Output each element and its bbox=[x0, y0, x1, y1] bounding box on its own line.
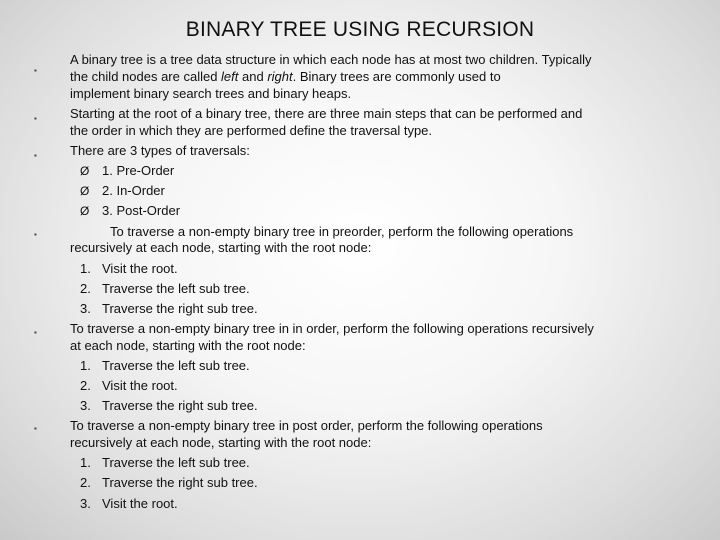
preorder-step bbox=[80, 301, 258, 317]
traversal-item bbox=[80, 203, 180, 219]
bullet-icon: ▪ bbox=[34, 230, 37, 239]
step-number: 1. bbox=[80, 358, 91, 373]
para1-text: and bbox=[238, 69, 268, 84]
inorder-step bbox=[80, 398, 258, 414]
para1-text: . Binary trees are commonly used to bbox=[292, 69, 501, 84]
para1-line3: implement binary search trees and binary heaps. bbox=[70, 86, 352, 101]
arrow-icon: Ø bbox=[80, 164, 90, 178]
step-text: Traverse the left sub tree. bbox=[102, 358, 250, 373]
step-text: Traverse the right sub tree. bbox=[102, 398, 258, 413]
step-number: 3. bbox=[80, 398, 91, 413]
inorder-step bbox=[80, 378, 178, 394]
bullet-icon: ▪ bbox=[34, 424, 37, 433]
para1-text: the child nodes are called bbox=[70, 69, 222, 84]
traversal-item bbox=[80, 163, 174, 179]
para1-right-term: right bbox=[267, 69, 293, 84]
para1-line1: A binary tree is a tree data structure in which each node has at most two children. Typically bbox=[70, 52, 592, 67]
para5-line2: at each node, starting with the root node: bbox=[70, 338, 306, 353]
inorder-step bbox=[80, 358, 250, 374]
para1-line2 bbox=[70, 69, 501, 85]
postorder-step bbox=[80, 455, 250, 471]
arrow-icon: Ø bbox=[80, 204, 90, 218]
bullet-icon: ▪ bbox=[34, 151, 37, 160]
traversal-item-label: 3. Post-Order bbox=[102, 203, 181, 218]
step-number: 2. bbox=[80, 378, 91, 393]
para6-line2: recursively at each node, starting with the root node: bbox=[70, 435, 372, 450]
step-text: Traverse the left sub tree. bbox=[102, 455, 250, 470]
step-number: 2. bbox=[80, 281, 91, 296]
step-text: Visit the root. bbox=[102, 261, 178, 276]
step-number: 3. bbox=[80, 301, 91, 316]
para1-left-term: left bbox=[221, 69, 239, 84]
traversal-item bbox=[80, 183, 165, 199]
preorder-step bbox=[80, 281, 250, 297]
step-text: Traverse the right sub tree. bbox=[102, 475, 258, 490]
bullet-icon: ▪ bbox=[34, 114, 37, 123]
preorder-step bbox=[80, 261, 178, 277]
step-text: Traverse the right sub tree. bbox=[102, 301, 258, 316]
para2-line1: Starting at the root of a binary tree, there are three main steps that can be performed and bbox=[70, 106, 583, 121]
para4-line1: To traverse a non-empty binary tree in preorder, perform the following operations bbox=[110, 224, 574, 239]
bullet-icon: ▪ bbox=[34, 328, 37, 337]
postorder-step bbox=[80, 496, 178, 512]
para5-line1: To traverse a non-empty binary tree in in order, perform the following operations recursively bbox=[70, 321, 594, 336]
step-number: 3. bbox=[80, 496, 91, 511]
para2-line2: the order in which they are performed define the traversal type. bbox=[70, 123, 433, 138]
bullet-icon: ▪ bbox=[34, 66, 37, 75]
traversal-item-label: 2. In-Order bbox=[102, 183, 165, 198]
step-number: 2. bbox=[80, 475, 91, 490]
traversal-item-label: 1. Pre-Order bbox=[102, 163, 175, 178]
para6-line1: To traverse a non-empty binary tree in post order, perform the following operations bbox=[70, 418, 543, 433]
para4-line2: recursively at each node, starting with the root node: bbox=[70, 240, 372, 255]
step-number: 1. bbox=[80, 455, 91, 470]
step-text: Visit the root. bbox=[102, 378, 178, 393]
step-text: Visit the root. bbox=[102, 496, 178, 511]
para3-line1: There are 3 types of traversals: bbox=[70, 143, 250, 158]
slide-title: BINARY TREE USING RECURSION bbox=[185, 18, 535, 41]
step-text: Traverse the left sub tree. bbox=[102, 281, 250, 296]
arrow-icon: Ø bbox=[80, 184, 90, 198]
step-number: 1. bbox=[80, 261, 91, 276]
postorder-step bbox=[80, 475, 258, 491]
